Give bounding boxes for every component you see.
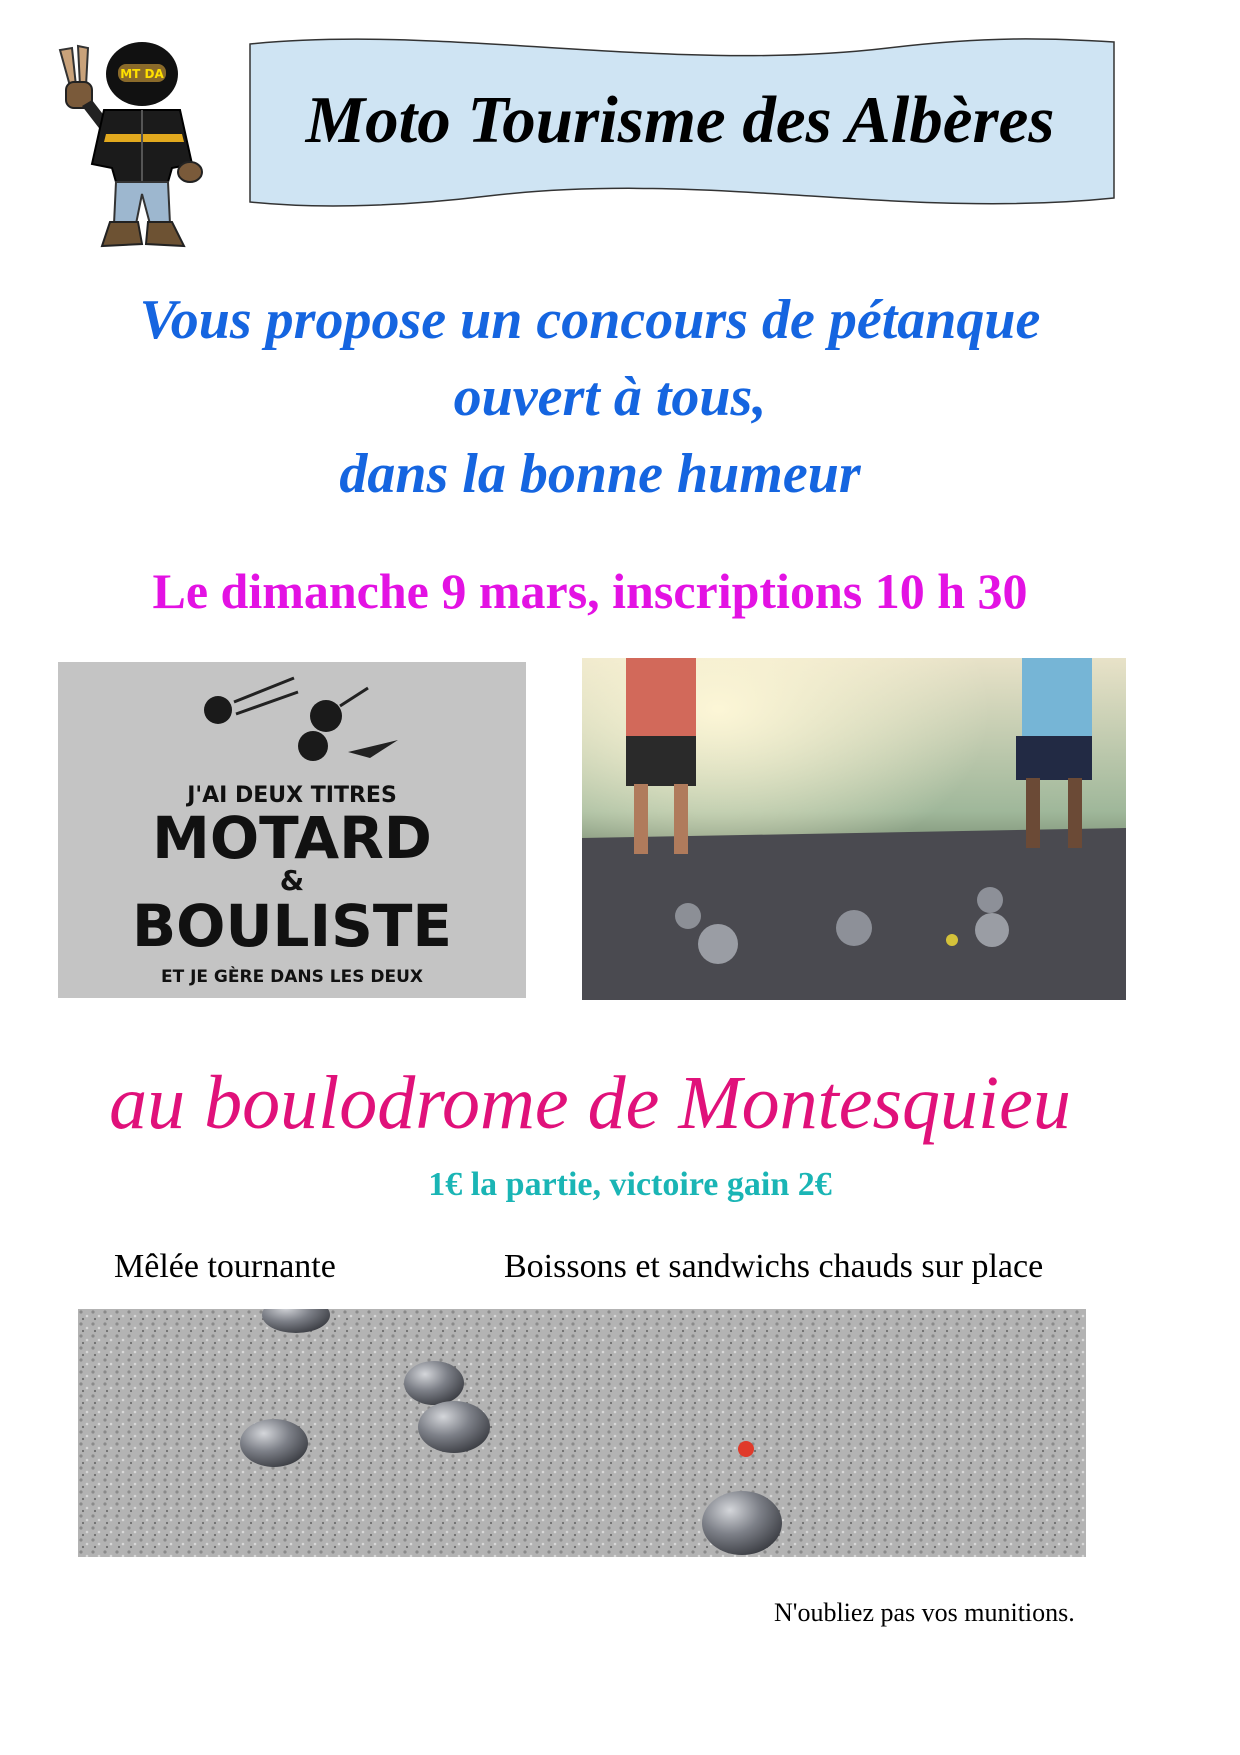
motard-line-2: MOTARD bbox=[152, 804, 432, 872]
boule-icon bbox=[310, 700, 342, 732]
motard-line-3: & bbox=[279, 864, 305, 897]
motard-line-5: ET JE GÈRE DANS LES DEUX bbox=[160, 967, 424, 987]
helmet-label: MT DA bbox=[120, 67, 164, 81]
boule-icon bbox=[204, 696, 232, 724]
price-info: 1€ la partie, victoire gain 2€ bbox=[428, 1166, 832, 1203]
headline-line-2: ouvert à tous, bbox=[453, 366, 767, 428]
biker-mascot-icon bbox=[46, 34, 216, 254]
petanque-players-photo bbox=[582, 658, 1126, 1000]
page-title: Moto Tourisme des Albères bbox=[305, 83, 1055, 157]
motard-line-1: J'AI DEUX TITRES bbox=[187, 783, 397, 808]
format-label: Mêlée tournante bbox=[114, 1248, 336, 1285]
footer-note: N'oubliez pas vos munitions. bbox=[774, 1598, 1075, 1627]
cochonnet-icon bbox=[946, 934, 958, 946]
venue-name: au boulodrome de Montesquieu bbox=[109, 1061, 1071, 1145]
refreshments-label: Boissons et sandwichs chauds sur place bbox=[504, 1248, 1044, 1285]
boules-gravel-photo bbox=[78, 1309, 1086, 1557]
headline-line-3: dans la bonne humeur bbox=[339, 443, 861, 505]
motard-bouliste-image bbox=[58, 662, 526, 998]
headline-line-1: Vous propose un concours de pétanque bbox=[139, 289, 1041, 351]
boule-icon bbox=[298, 731, 328, 761]
motard-line-4: BOULISTE bbox=[131, 892, 453, 960]
event-date: Le dimanche 9 mars, inscriptions 10 h 30 bbox=[152, 563, 1028, 619]
cochonnet-icon bbox=[738, 1441, 754, 1457]
